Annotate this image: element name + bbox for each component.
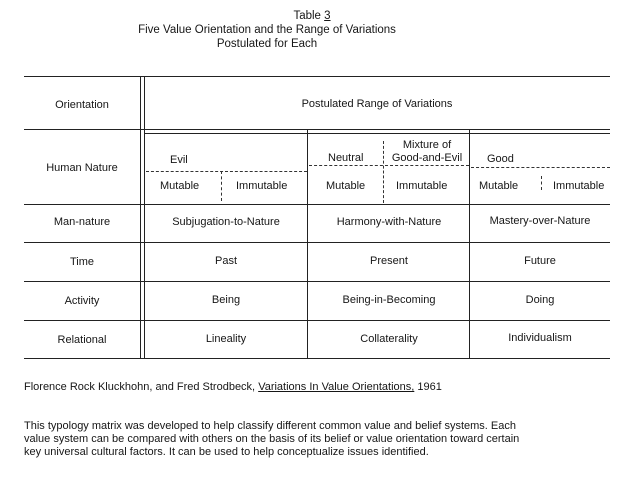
evil-immutable: Immutable <box>236 180 288 192</box>
cell-man-nature-3: Mastery-over-Nature <box>489 215 591 227</box>
row-label-man-nature: Man-nature <box>53 216 111 228</box>
neutral-mutable: Mutable <box>326 180 366 192</box>
row-rule-1 <box>24 204 610 205</box>
row-label-activity: Activity <box>64 295 100 307</box>
good-mutable: Mutable <box>479 180 519 192</box>
label-column-rule-2 <box>144 76 145 358</box>
neutral-immutable: Immutable <box>396 180 448 192</box>
cell-relational-1: Lineality <box>205 333 247 345</box>
label-column-rule <box>140 76 141 358</box>
header-range: Postulated Range of Variations <box>301 98 453 110</box>
cell-time-1: Past <box>214 255 237 267</box>
title-line-1: Five Value Orientation and the Range of Variations <box>138 24 396 36</box>
table-top-rule <box>24 76 610 77</box>
column-rule-1 <box>307 129 308 358</box>
dashed-rule-good <box>471 167 610 168</box>
dashed-divider-evil <box>221 171 222 201</box>
good-immutable: Immutable <box>553 180 605 192</box>
neutral-label: Neutral <box>328 152 364 164</box>
cell-man-nature-2: Harmony-with-Nature <box>336 216 442 228</box>
dashed-rule-neutral <box>309 165 469 166</box>
table-number: 3 <box>324 10 331 22</box>
citation-year: 1961 <box>417 381 442 393</box>
table-label <box>0 10 624 23</box>
cell-relational-2: Collaterality <box>360 333 418 345</box>
good-label: Good <box>487 153 514 165</box>
citation-authors: Florence Rock Kluckhohn, and Fred Strodbeck, <box>24 381 256 393</box>
row-rule-3 <box>24 281 610 282</box>
mixture-line-1: Mixture of <box>402 139 452 151</box>
dashed-divider-good <box>541 176 542 190</box>
cell-activity-3: Doing <box>525 294 555 306</box>
row-label-relational: Relational <box>57 334 107 346</box>
description: This typology matrix was developed to help classify different common value and belief systems. Each value system can be compared with others on the basis of its belief or value orientation toward certain key universal cultural factors. It can be used to help conceptualize issues identified. <box>24 420 520 459</box>
cell-relational-3: Individualism <box>508 332 572 344</box>
row-rule-2 <box>24 242 610 243</box>
header-orientation: Orientation <box>55 99 109 111</box>
dashed-rule-evil <box>146 171 307 172</box>
cell-activity-2: Being-in-Becoming <box>342 294 436 306</box>
header-bottom-rule <box>24 129 610 130</box>
cell-time-2: Present <box>370 255 408 267</box>
cell-man-nature-1: Subjugation-to-Nature <box>172 216 280 228</box>
citation-book: Variations In Value Orientations, <box>258 381 415 393</box>
column-rule-2 <box>469 129 470 358</box>
cell-activity-1: Being <box>211 294 241 306</box>
table-bottom-rule <box>24 358 610 359</box>
title-line-2: Postulated for Each <box>216 38 318 50</box>
table-label-text: Table <box>293 10 321 22</box>
evil-mutable: Mutable <box>160 180 200 192</box>
row-rule-4 <box>24 320 610 321</box>
evil-label: Evil <box>170 154 188 166</box>
header-double-rule <box>144 133 610 134</box>
mixture-line-2: Good-and-Evil <box>391 152 463 164</box>
dashed-divider-neutral <box>383 141 384 203</box>
cell-time-3: Future <box>524 255 556 267</box>
human-nature-label: Human Nature <box>46 162 118 174</box>
row-label-time: Time <box>69 256 95 268</box>
citation <box>24 381 442 394</box>
